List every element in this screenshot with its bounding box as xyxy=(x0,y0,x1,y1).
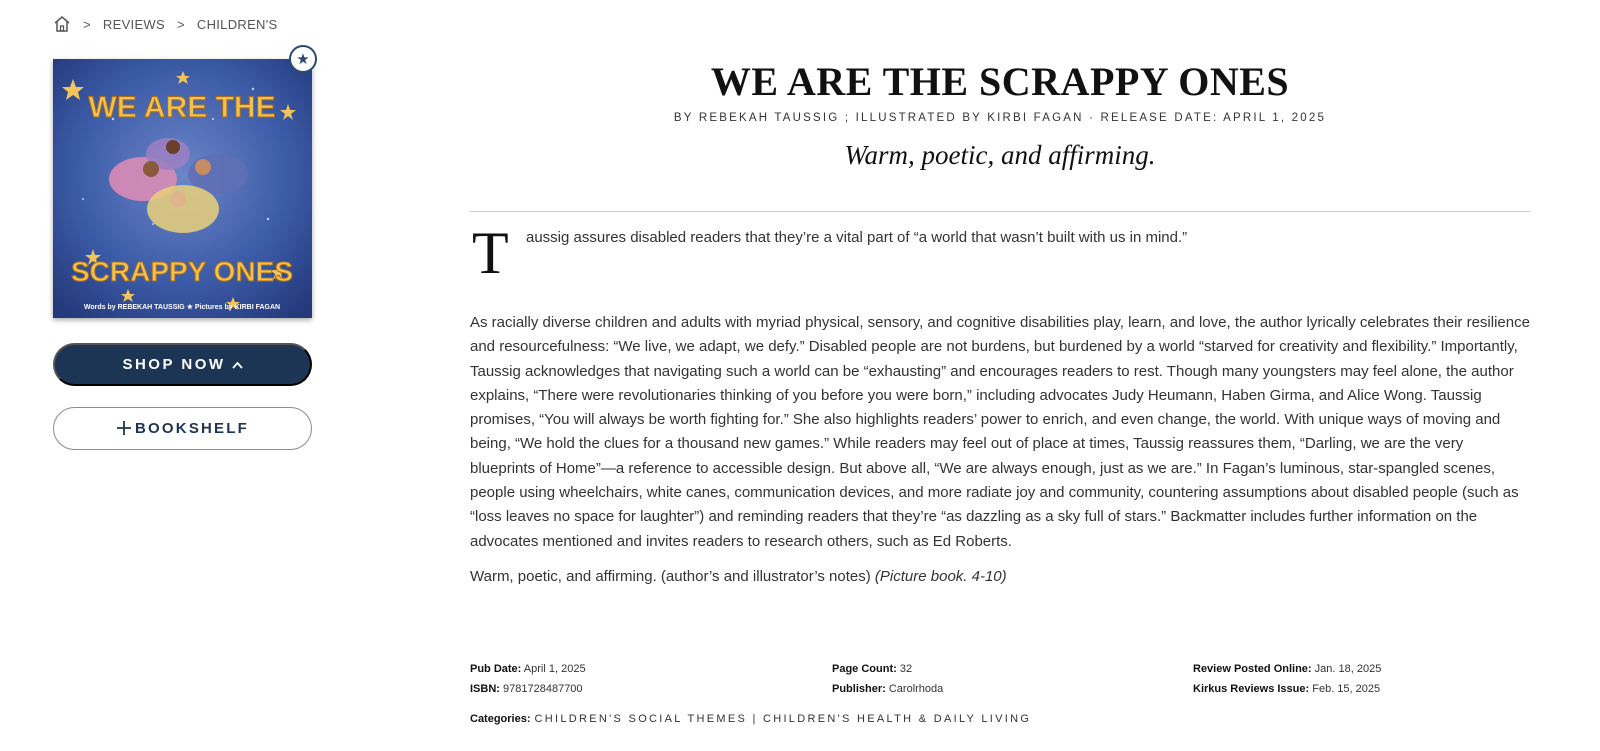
breadcrumb-separator: > xyxy=(83,16,91,32)
categories xyxy=(470,713,1031,725)
star-icon: ★ xyxy=(289,45,317,73)
isbn-label: ISBN: xyxy=(470,683,500,695)
bookshelf-label: BOOKSHELF xyxy=(135,420,249,437)
details-column-3 xyxy=(1193,659,1381,699)
home-icon[interactable] xyxy=(53,15,71,33)
breadcrumb-separator: > xyxy=(176,16,185,32)
review-summary xyxy=(470,568,1007,585)
isbn-value: 9781728487700 xyxy=(503,683,583,695)
byline: BY REBEKAH TAUSSIG ; ILLUSTRATED BY KIRBI FAGAN · RELEASE DATE: APRIL 1, 2025 xyxy=(673,112,1327,124)
drop-cap: T xyxy=(472,220,509,286)
review-body: As racially diverse children and adults with myriad physical, sensory, and cognitive disabilities play, learn, and love, the author lyrically celebrates their resilience and resourcefulness: “We live, we adapt, we defy.” Disabled people are not burdens, but burdened by a world “starved for creativity and flexibility.” Importantly, Taussig acknowledges that navigating such a world can be “exhausting” and encourages readers to rest. Though many youngsters may feel alone, the author explains, “There were revolutionaries thinking of you before you were born,” including advocates Judy Heumann, Haben Girma, and Alice Wong. Taussig promises, “You will always be worth fighting for.” She also highlights readers’ power to enrich, and even change, the world. With unique ways of moving and being, “We hold the clues for a thousand new games.” While readers may feel out of place at times, Taussig reassures them, “Darling, we are the very blueprints of Home”—a reference to accessible design. But above all, “We are always enough, just as we are.” In Fagan’s luminous, star-spangled scenes, people using wheelchairs, white canes, communication devices, and more radiate joy and community, countering assumptions about disabled people (such as “loss leaves no space for laughter”) and reminding readers that they’re “as dazzling as a sky full of stars.” Backmatter includes further information on the advocates mentioned and invites readers to research others, such as Ed Roberts. xyxy=(470,314,1530,550)
shop-now-label: SHOP NOW xyxy=(122,356,226,373)
details-column-2 xyxy=(832,659,943,699)
cover-title-line-1: WE ARE THE xyxy=(88,91,276,124)
page-count-label: Page Count: xyxy=(832,663,897,675)
summary-text: Warm, poetic, and affirming. (author’s and illustrator’s notes) xyxy=(470,568,875,585)
publisher-label: Publisher: xyxy=(832,683,886,695)
review-tagline: Warm, poetic, and affirming. xyxy=(844,140,1156,170)
review-lead: aussig assures disabled readers that they’re a vital part of “a world that wasn’t built with us in mind.” xyxy=(526,229,1188,246)
cover-title-line-2: SCRAPPY ONES xyxy=(71,256,293,287)
breadcrumb-reviews-link[interactable]: REVIEWS xyxy=(102,16,165,32)
categories-label: Categories: xyxy=(470,713,531,725)
book-cover-container xyxy=(53,50,312,318)
kirkus-issue-label: Kirkus Reviews Issue: xyxy=(1193,683,1310,695)
kirkus-issue-value: Feb. 15, 2025 xyxy=(1312,683,1381,695)
chevron-up-icon xyxy=(232,358,243,372)
publisher-value: Carolrhoda xyxy=(888,683,944,695)
book-title: WE ARE THE SCRAPPY ONES xyxy=(710,59,1290,104)
review-posted-label: Review Posted Online: xyxy=(1193,663,1312,675)
add-to-bookshelf-button[interactable] xyxy=(53,407,312,450)
cover-credits: Words by REBEKAH TAUSSIG ★ Pictures by KIRBI FAGAN xyxy=(83,304,281,311)
details-column-1 xyxy=(470,659,586,699)
pub-date-value: April 1, 2025 xyxy=(523,663,586,675)
categories-links[interactable]: CHILDREN'S SOCIAL THEMES | CHILDREN'S HEALTH & DAILY LIVING xyxy=(534,713,1032,725)
summary-age-range: (Picture book. 4-10) xyxy=(874,568,1007,585)
plus-icon xyxy=(116,418,132,440)
pub-date-label: Pub Date: xyxy=(470,663,522,675)
page-count-value: 32 xyxy=(899,663,913,675)
breadcrumb xyxy=(53,15,287,33)
divider xyxy=(470,211,1530,212)
breadcrumb-childrens-link[interactable]: CHILDREN'S xyxy=(196,16,278,32)
book-cover-image[interactable] xyxy=(53,59,312,318)
shop-now-button[interactable] xyxy=(53,343,312,386)
review-posted-value: Jan. 18, 2025 xyxy=(1314,663,1382,675)
